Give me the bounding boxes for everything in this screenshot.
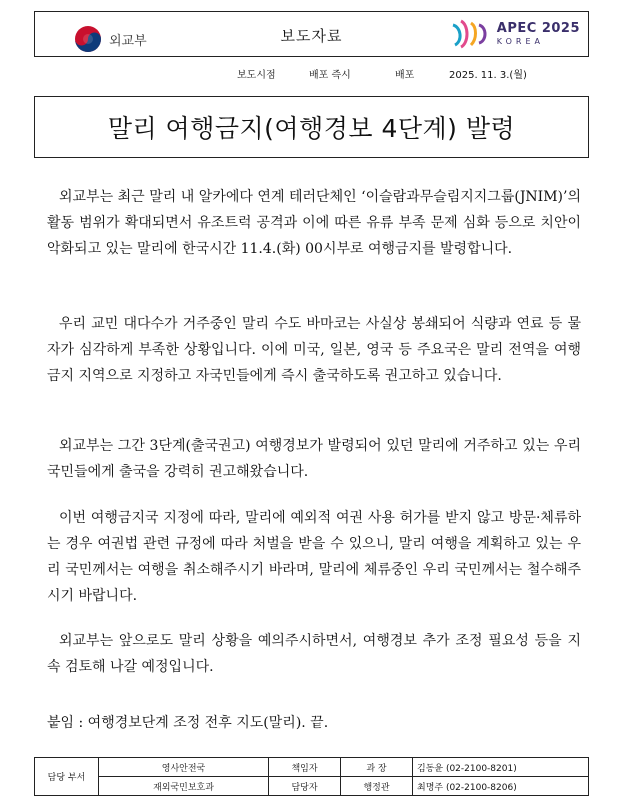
doc-type-label: 보도자료 [280, 27, 343, 45]
dept-line-1: 영사안전국 [99, 758, 269, 777]
title-box [34, 96, 589, 158]
body-paragraph: 이번 여행금지국 지정에 따라, 말리에 예외적 여권 사용 허가를 받지 않고 방문·체류하는 경우 여권법 관련 규정에 따라 처벌을 받을 수 있으니, 말리 여행을 계획하고 있는 우리 국민께서는 여행을 취소해주시기 바라며, 말리에 체류중인 우리 국민께서는 철수해주시기 바랍니다. [47, 510, 581, 604]
release-info [237, 66, 527, 81]
dept-label: 담당 부서 [35, 758, 99, 796]
page-title: 말리 여행금지(여행경보 4단계) 발령 [107, 114, 516, 143]
responsible-title: 과 장 [341, 758, 413, 777]
body-paragraph: 외교부는 최근 말리 내 알카에다 연계 테러단체인 ‘이슬람과무슬림지지그룹(JNIM)’의 활동 범위가 확대되면서 유조트럭 공격과 이에 따른 유류 부족 문제 심화 등으로 치안이 악화되고 있는 말리에 한국시간 11.4.(화) 00시부로 여행금지를 발령합니다. [47, 189, 581, 257]
contact-table [34, 757, 589, 796]
apec-subtitle: KOREA [496, 37, 544, 46]
release-time-label: 보도시점 [237, 70, 276, 81]
body-paragraph: 우리 교민 대다수가 거주중인 말리 수도 바마코는 사실상 봉쇄되어 식량과 연료 등 물자가 심각하게 부족한 상황입니다. 이에 미국, 일본, 영국 등 주요국은 말리 전역을 여행금지 지역으로 지정하고 자국민들에게 즉시 출국하도록 권고하고 있습니다. [47, 316, 581, 384]
release-date-label: 배포 [395, 70, 415, 81]
staff-contact: 최명주 (02-2100-8206) [413, 777, 589, 796]
release-date-value: 2025. 11. 3.(월) [449, 70, 527, 81]
table-row [35, 758, 589, 777]
ministry-name: 외교부 [109, 33, 147, 49]
release-time-value: 배포 즉시 [309, 70, 351, 81]
body-paragraph: 외교부는 앞으로도 말리 상황을 예의주시하면서, 여행경보 추가 조정 필요성 등을 지속 검토해 나갈 예정입니다. [47, 633, 581, 675]
attachment-note: 붙임 : 여행경보단계 조정 전후 지도(말리). 끝. [47, 715, 329, 731]
body-paragraph: 외교부는 그간 3단계(출국권고) 여행경보가 발령되어 있던 말리에 거주하고 있는 우리 국민들에게 출국을 강력히 권고해왔습니다. [47, 438, 581, 480]
apec-logo [449, 17, 580, 51]
dept-line-2: 재외국민보호과 [99, 777, 269, 796]
responsible-contact: 김동윤 (02-2100-8201) [413, 758, 589, 777]
table-row [35, 777, 589, 796]
header-box [34, 11, 589, 57]
staff-label: 담당자 [269, 777, 341, 796]
staff-title: 행정관 [341, 777, 413, 796]
responsible-label: 책임자 [269, 758, 341, 777]
apec-mark-icon [449, 17, 493, 51]
apec-title: APEC 2025 [496, 21, 580, 36]
